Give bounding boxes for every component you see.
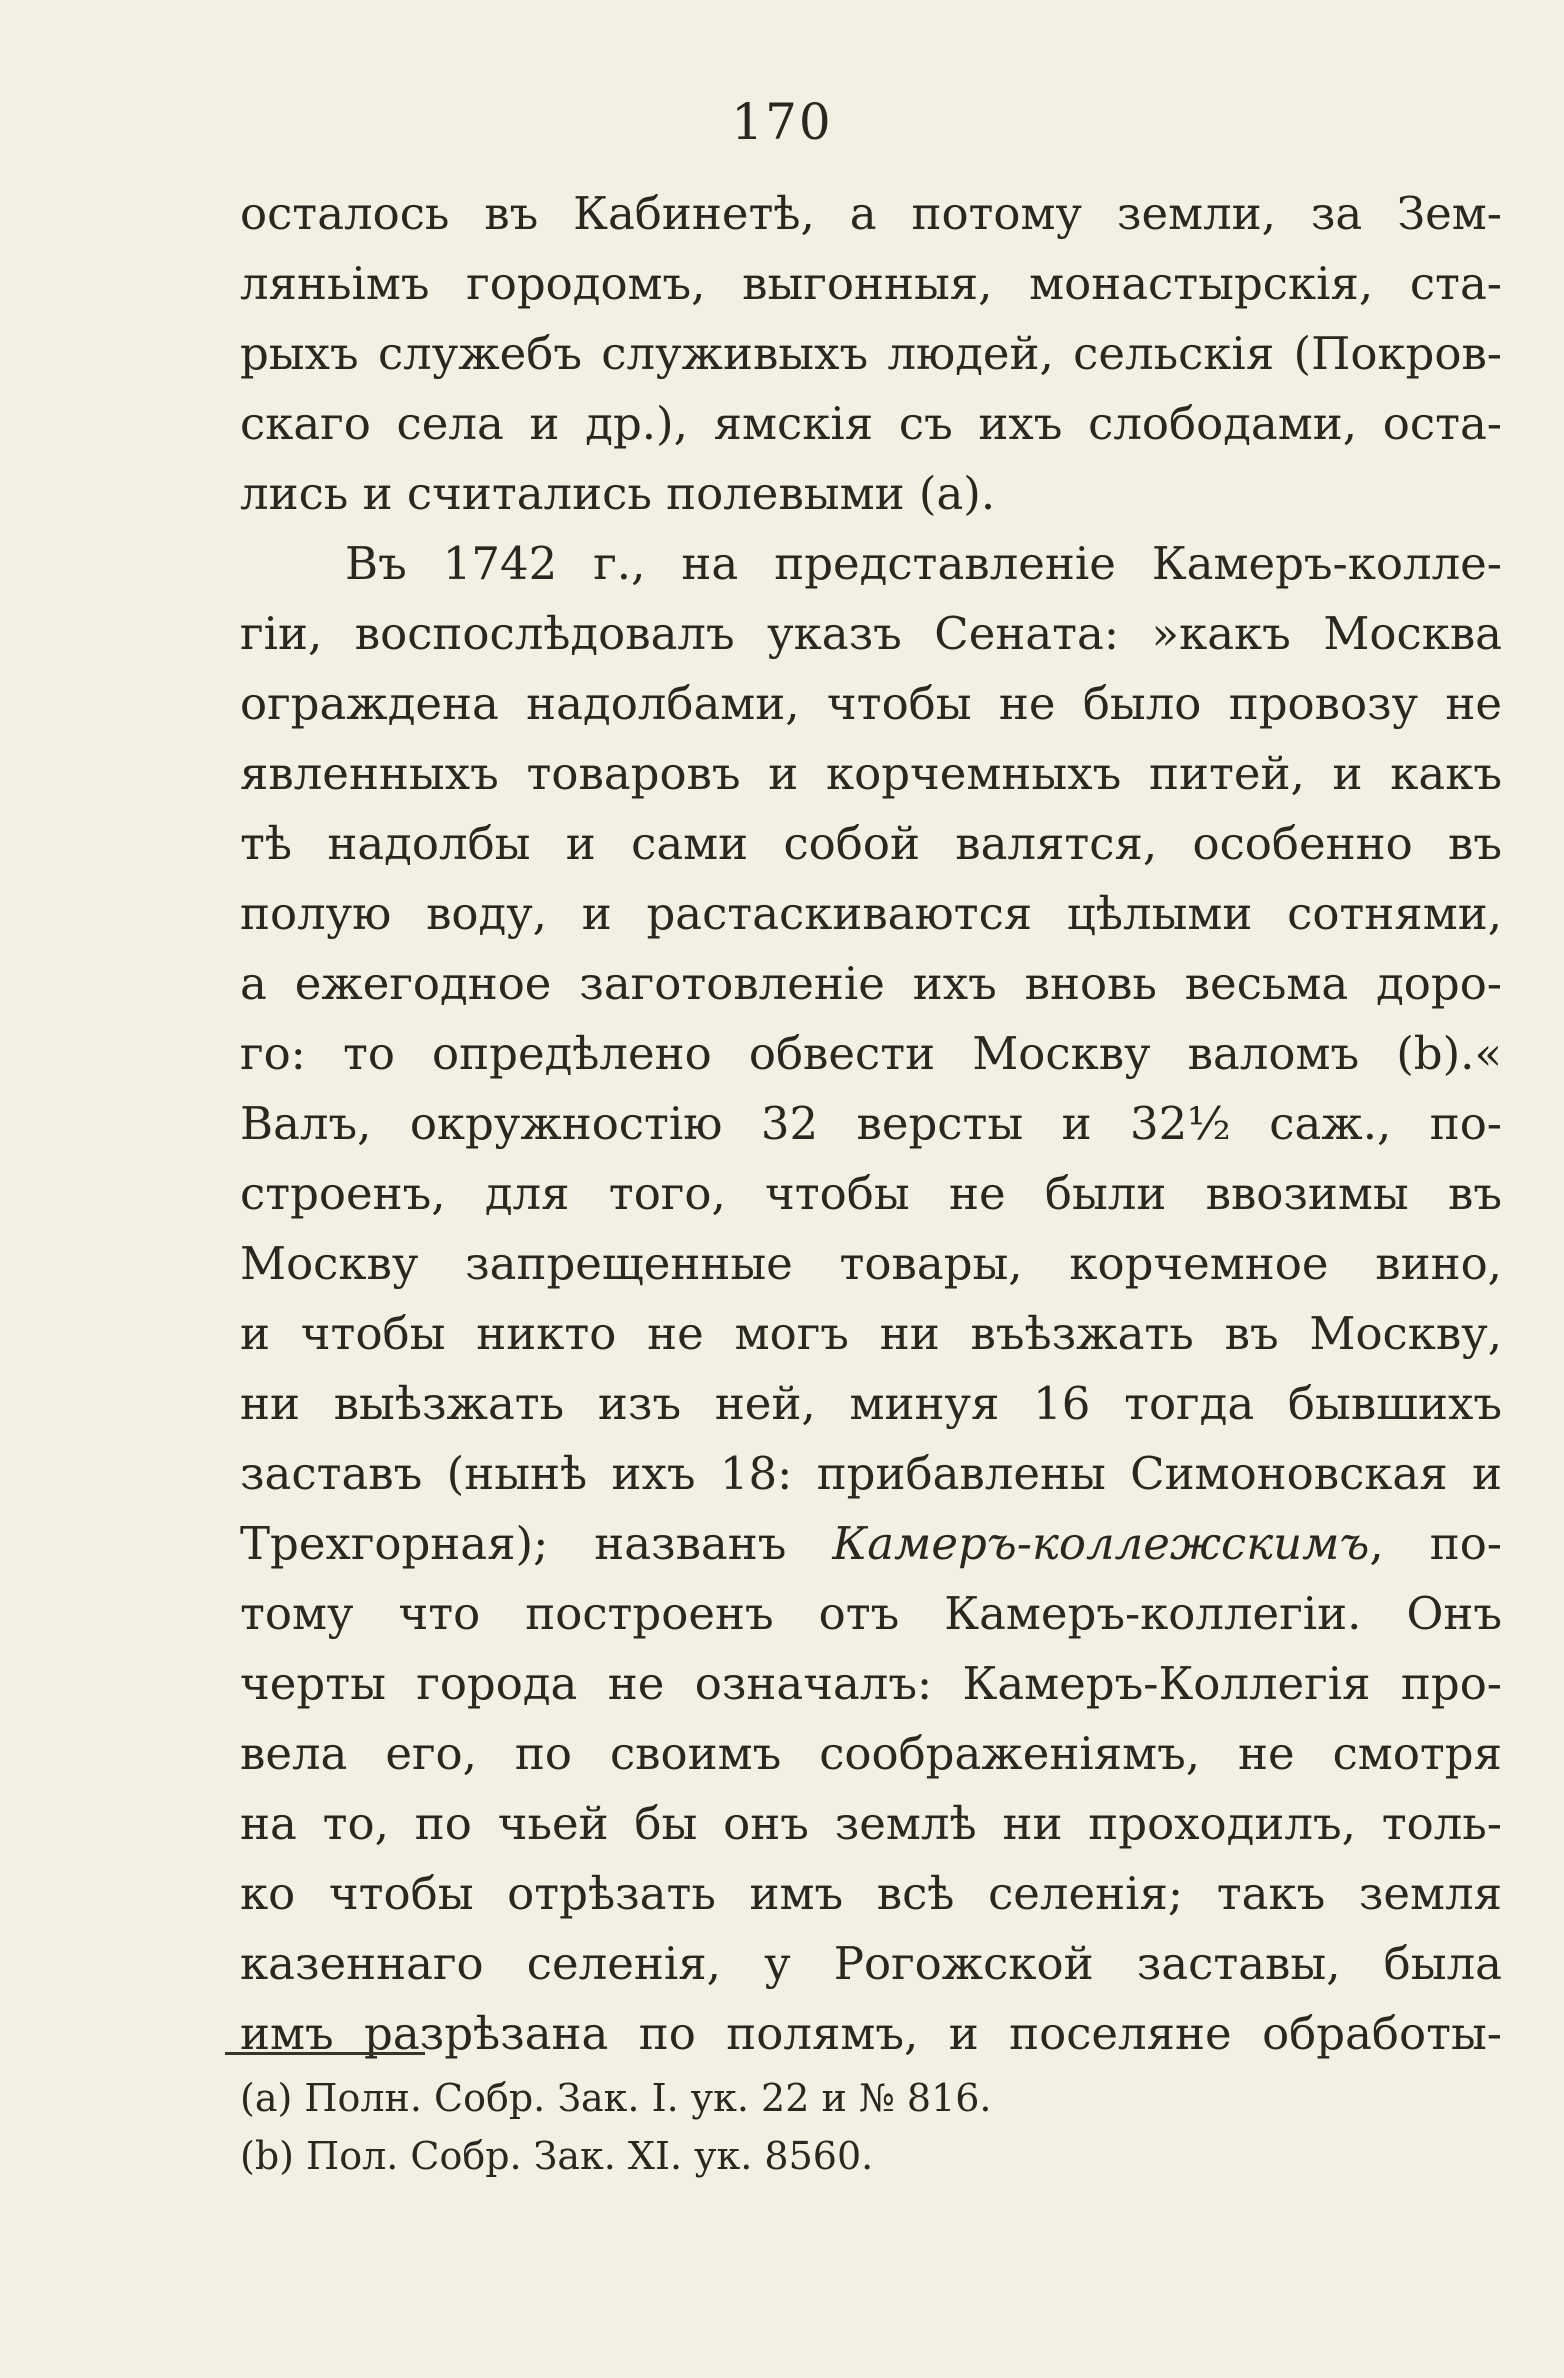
text-line-24: на то, по чьей бы онъ землѣ ни проходилъ, толь-	[240, 1797, 1502, 1850]
text-line-14: Валъ, окружностію 32 версты и 32½ саж., по-	[240, 1097, 1502, 1150]
text-line-20-start: Трехгорная); названъ	[240, 1517, 787, 1570]
text-line-11: полую воду, и растаскиваются цѣлыми сотнями,	[240, 887, 1502, 940]
text-line-27: имъ разрѣзана по полямъ, и поселяне обработы-	[240, 2007, 1502, 2060]
text-line-16: Москву запрещенные товары, корчемное вино,	[240, 1237, 1502, 1290]
text-line-8: ограждена надолбами, чтобы не было провозу не	[240, 677, 1502, 730]
text-line-4: скаго села и др.), ямскія съ ихъ слободами, оста-	[240, 397, 1502, 450]
text-line-23: вела его, по своимъ соображеніямъ, не смотря	[240, 1727, 1502, 1780]
text-line-7: гіи, воспослѣдовалъ указъ Сената: »какъ Москва	[240, 607, 1502, 660]
text-line-25: ко чтобы отрѣзать имъ всѣ селенія; такъ земля	[240, 1867, 1502, 1920]
footnote-a: (а) Полн. Собр. Зак. I. ук. 22 и № 816.	[240, 2076, 992, 2120]
page-number: 170	[731, 93, 833, 151]
text-line-26: казеннаго селенія, у Рогожской заставы, была	[240, 1937, 1502, 1990]
italic-term: Камеръ-коллежскимъ	[832, 1517, 1370, 1570]
text-line-1: осталось въ Кабинетѣ, а потому земли, за Зем-	[240, 187, 1502, 240]
text-line-15: строенъ, для того, чтобы не были ввозимы въ	[240, 1167, 1502, 1220]
text-line-17: и чтобы никто не могъ ни въѣзжать въ Москву,	[240, 1307, 1502, 1360]
text-line-6: Въ 1742 г., на представленіе Камеръ-колле-	[345, 537, 1502, 590]
text-line-19: заставъ (нынѣ ихъ 18: прибавлены Симоновская и	[240, 1447, 1502, 1500]
text-line-10: тѣ надолбы и сами собой валятся, особенно въ	[240, 817, 1502, 870]
text-line-2: ляньімъ городомъ, выгонныя, монастырскія, ста-	[240, 257, 1502, 310]
footnote-divider	[225, 2052, 425, 2055]
text-line-13: го: то опредѣлено обвести Москву валомъ (b).«	[240, 1027, 1502, 1080]
text-line-5: лись и считались полевыми (а).	[240, 467, 996, 520]
text-line-12: а ежегодное заготовленіе ихъ вновь весьма доро-	[240, 957, 1502, 1010]
text-line-20	[240, 1510, 1502, 1578]
text-line-18: ни выѣзжать изъ ней, минуя 16 тогда бывшихъ	[240, 1377, 1502, 1430]
text-line-22: черты города не означалъ: Камеръ-Коллегія про-	[240, 1657, 1502, 1710]
text-line-21: тому что построенъ отъ Камеръ-коллегіи. Онъ	[240, 1587, 1502, 1640]
text-line-3: рыхъ служебъ служивыхъ людей, сельскія (Покров-	[240, 327, 1502, 380]
text-line-20-end: , по-	[1369, 1517, 1502, 1570]
footnote-b: (b) Пол. Собр. Зак. XI. ук. 8560.	[240, 2134, 874, 2178]
text-line-9: явленныхъ товаровъ и корчемныхъ питей, и какъ	[240, 747, 1502, 800]
